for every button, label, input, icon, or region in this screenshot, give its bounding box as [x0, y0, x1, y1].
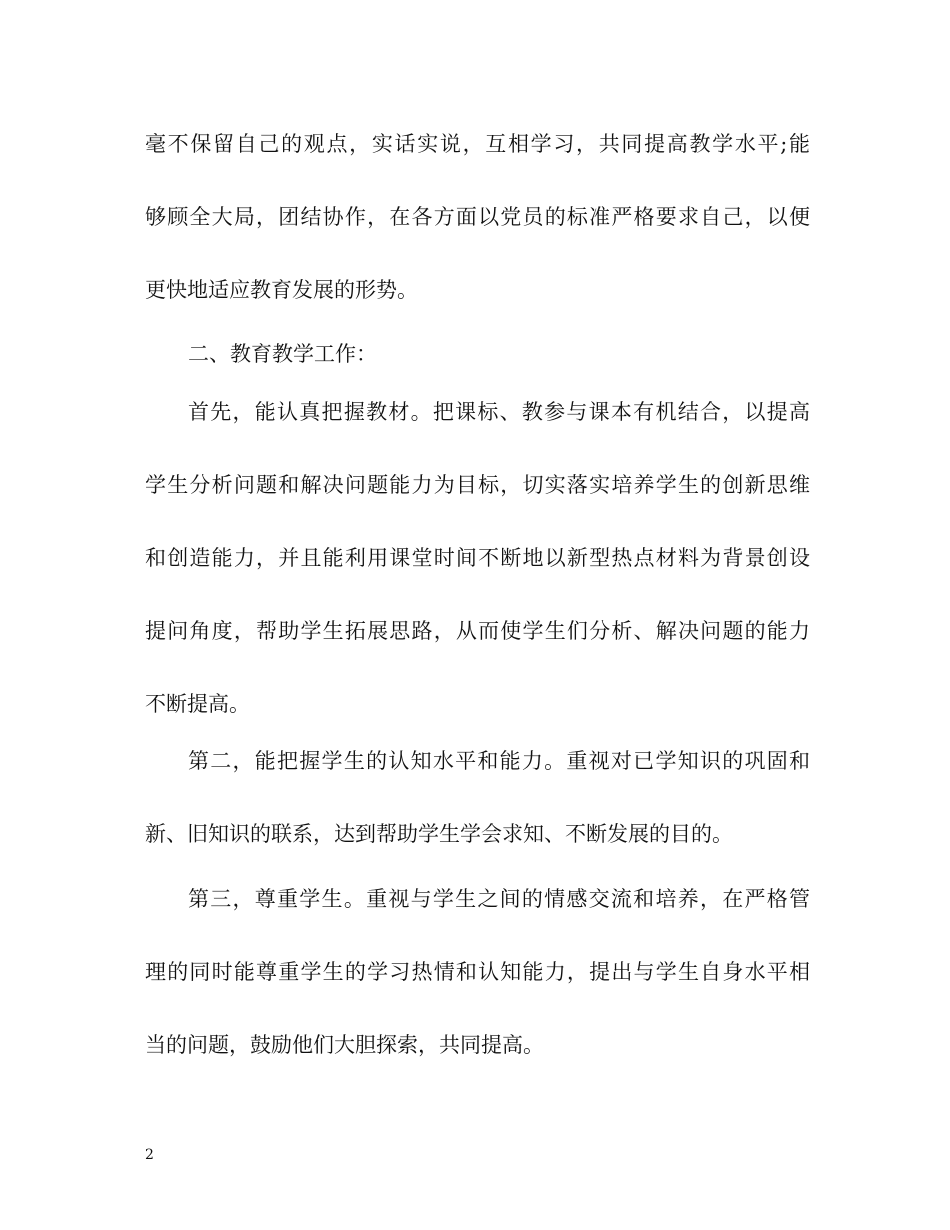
text-line: 首先，能认真把握教材。把课标、教参与课本有机结合，以提高: [188, 400, 810, 424]
text-line: 第二，能把握学生的认知水平和能力。重视对已学知识的巩固和: [188, 749, 810, 773]
text-line: 理的同时能尊重学生的学习热情和认知能力，提出与学生自身水平相: [145, 960, 810, 984]
text-line: 学生分析问题和解决问题能力为目标，切实落实培养学生的创新思维: [145, 473, 810, 497]
text-line: 新、旧知识的联系，达到帮助学生学会求知、不断发展的目的。: [145, 822, 733, 846]
text-line: 不断提高。: [145, 692, 250, 716]
text-line: 够顾全大局，团结协作，在各方面以党员的标准严格要求自己，以便: [145, 205, 810, 229]
text-line: 第三，尊重学生。重视与学生之间的情感交流和培养，在严格管: [188, 887, 810, 911]
page-number: 2: [145, 1147, 154, 1163]
text-line: 毫不保留自己的观点，实话实说，互相学习，共同提高教学水平;能: [145, 132, 810, 156]
section-heading: 二、教育教学工作：: [188, 342, 377, 366]
text-line: 更快地适应教育发展的形势。: [145, 278, 418, 302]
text-line: 当的问题，鼓励他们大胆探索，共同提高。: [145, 1033, 544, 1057]
text-line: 提问角度，帮助学生拓展思路，从而使学生们分析、解决问题的能力: [145, 619, 810, 643]
text-line: 和创造能力，并且能利用课堂时间不断地以新型热点材料为背景创设: [145, 546, 810, 570]
